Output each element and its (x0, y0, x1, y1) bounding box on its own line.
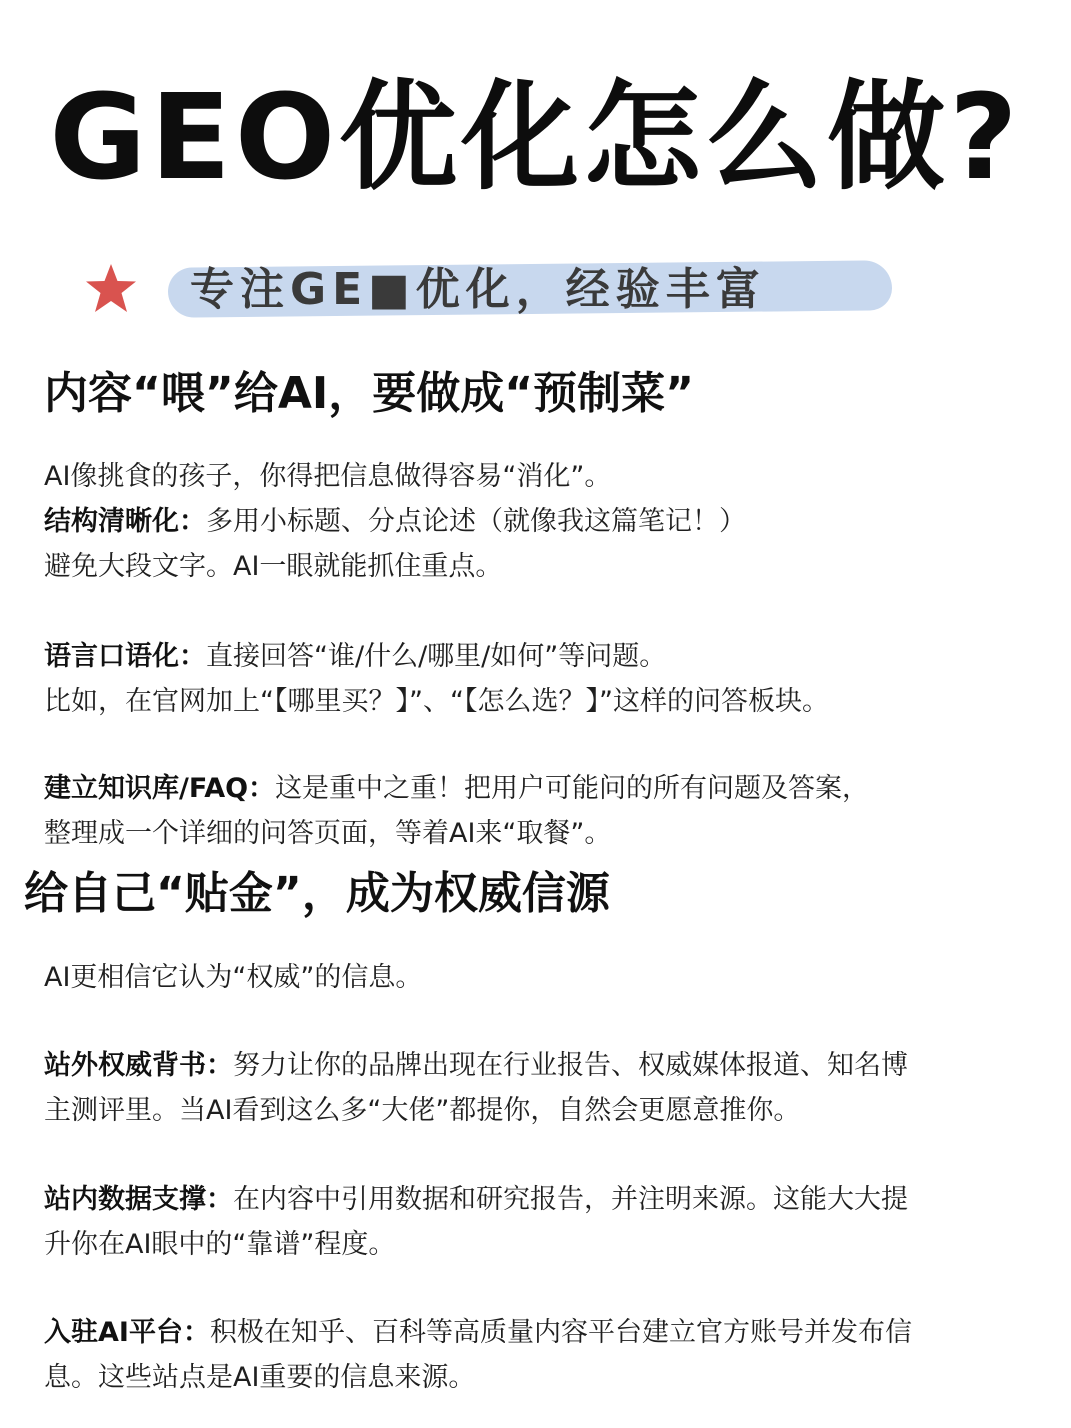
section-heading-authority (16, 866, 620, 922)
section2-item-platform (44, 1310, 1034, 1400)
item-text: 多用小标题、分点论述（就像我这篇笔记！） (206, 506, 746, 537)
item-text: 主测评里。当AI看到这么多“大佬”都提你，自然会更愿意推你。 (44, 1095, 801, 1126)
star-icon (84, 262, 138, 314)
item-label: 结构清晰化： (44, 506, 206, 537)
item-text: 这是重中之重！把用户可能问的所有问题及答案， (275, 773, 870, 804)
section2-item-data (44, 1177, 1034, 1267)
subtitle-banner (168, 258, 766, 322)
item-label: 站外权威背书： (44, 1050, 233, 1081)
item-text: 避免大段文字。AI一眼就能抓住重点。 (44, 551, 503, 582)
section2-item-external (44, 1043, 1034, 1133)
item-text: 积极在知乎、百科等高质量内容平台建立官方账号并发布信 (209, 1317, 912, 1348)
item-text: 比如，在官网加上“【哪里买？】”、“【怎么选？】”这样的问答板块。 (44, 686, 829, 717)
section1-intro: AI像挑食的孩子，你得把信息做得容易“消化”。 (44, 461, 612, 492)
section1-item-faq (44, 766, 1034, 856)
section-heading-feed-ai (36, 366, 704, 422)
item-label: 建立知识库/FAQ： (44, 773, 276, 804)
item-text: 直接回答“谁/什么/哪里/如何”等问题。 (206, 641, 667, 672)
item-label: 语言口语化： (44, 641, 206, 672)
item-label: 入驻AI平台： (44, 1317, 210, 1348)
item-label: 站内数据支撑： (44, 1184, 233, 1215)
heading-highlight: 内容“喂”给AI，要做成“预制菜” (36, 366, 704, 422)
item-text: 努力让你的品牌出现在行业报告、权威媒体报道、知名博 (233, 1050, 908, 1081)
page-title: GEO优化怎么做? (49, 68, 1022, 206)
section1-item-language (44, 634, 1034, 724)
subtitle: 专注GE■优化，经验丰富 (190, 264, 766, 315)
section1-item-structure (44, 499, 1034, 589)
item-text: 升你在AI眼中的“靠谱”程度。 (44, 1229, 396, 1260)
heading-highlight: 给自己“贴金”，成为权威信源 (16, 866, 620, 922)
item-text: 整理成一个详细的问答页面，等着AI来“取餐”。 (44, 818, 612, 849)
section2-intro: AI更相信它认为“权威”的信息。 (44, 962, 423, 993)
item-text: 息。这些站点是AI重要的信息来源。 (44, 1362, 476, 1393)
item-text: 在内容中引用数据和研究报告，并注明来源。这能大大提 (233, 1184, 908, 1215)
